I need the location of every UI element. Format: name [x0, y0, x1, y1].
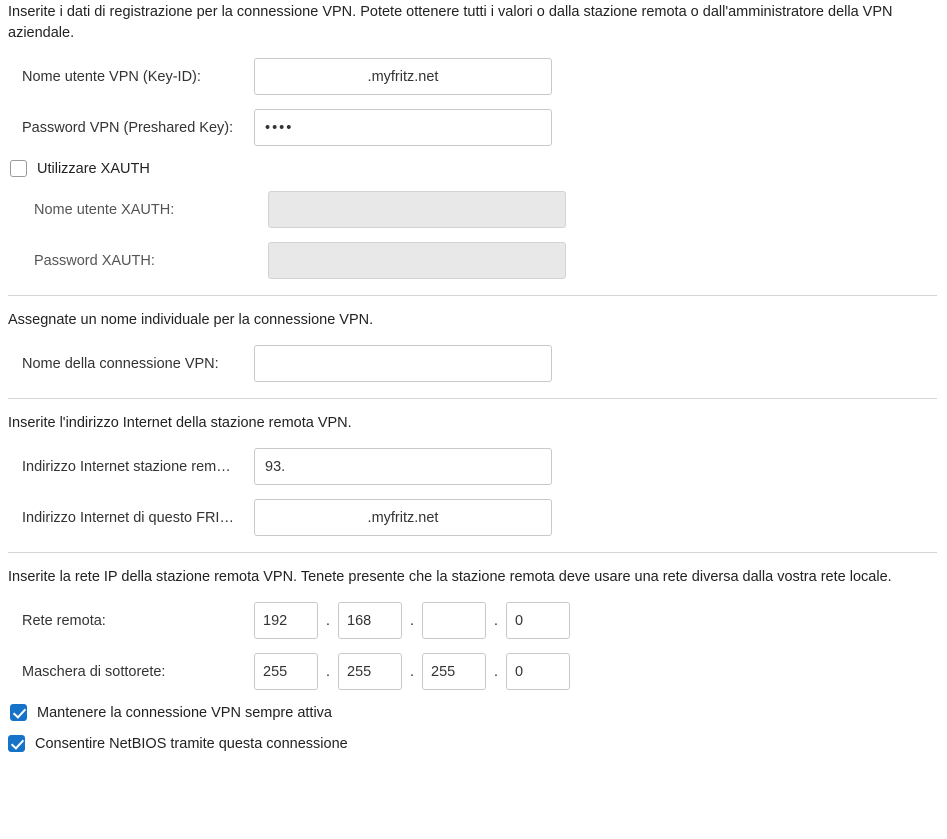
xauth-password-label: Password XAUTH:	[34, 252, 155, 269]
xauth-checkbox-label: Utilizzare XAUTH	[37, 160, 150, 177]
xauth-password-row	[8, 242, 937, 279]
vpn-password-label: Password VPN (Preshared Key):	[22, 119, 234, 136]
intro-text: Inserite i dati di registrazione per la connessione VPN. Potete ottenere tutti i valori o dalla stazione remota o dall'amministratore della VPN aziendale.	[8, 4, 893, 42]
netmask-octet-4[interactable]	[506, 653, 570, 690]
xauth-username-row	[8, 191, 937, 228]
remote-network-label: Rete remota:	[22, 612, 106, 629]
ip-network-section	[8, 567, 937, 752]
xauth-checkbox-row[interactable]	[8, 160, 937, 177]
divider-2	[8, 398, 937, 399]
remote-network-octet-3[interactable]	[422, 602, 486, 639]
keep-alive-label: Mantenere la connessione VPN sempre attiva	[37, 704, 332, 721]
local-internet-address-label: Indirizzo Internet di questo FRI…	[22, 509, 234, 526]
remote-internet-address-input[interactable]	[254, 448, 552, 485]
xauth-checkbox[interactable]	[10, 160, 27, 177]
netbios-checkbox-row[interactable]	[8, 735, 937, 752]
vpn-password-row	[8, 109, 937, 146]
netmask-octet-3[interactable]	[422, 653, 486, 690]
internet-address-section	[8, 413, 937, 536]
divider-1	[8, 295, 937, 296]
netmask-octets	[254, 653, 570, 690]
netbios-checkbox[interactable]	[8, 735, 25, 752]
octet-separator: .	[409, 663, 415, 681]
connection-name-section	[8, 310, 937, 382]
local-internet-address-input[interactable]	[254, 499, 552, 536]
remote-internet-address-row	[8, 448, 937, 485]
connection-name-text: Assegnate un nome individuale per la connessione VPN.	[8, 312, 374, 329]
local-internet-address-row	[8, 499, 937, 536]
remote-internet-address-label: Indirizzo Internet stazione rem…	[22, 458, 231, 475]
netmask-octet-1[interactable]	[254, 653, 318, 690]
keep-alive-checkbox-row[interactable]	[8, 704, 937, 721]
remote-network-octet-1[interactable]	[254, 602, 318, 639]
internet-address-text: Inserite l'indirizzo Internet della stazione remota VPN.	[8, 415, 352, 432]
octet-separator: .	[325, 663, 331, 681]
netmask-octet-2[interactable]	[338, 653, 402, 690]
remote-network-row	[8, 602, 937, 639]
remote-network-octet-4[interactable]	[506, 602, 570, 639]
keep-alive-checkbox[interactable]	[10, 704, 27, 721]
octet-separator: .	[409, 612, 415, 630]
xauth-username-label: Nome utente XAUTH:	[34, 201, 175, 218]
connection-name-row	[8, 345, 937, 382]
connection-name-label: Nome della connessione VPN:	[22, 355, 219, 372]
vpn-username-label: Nome utente VPN (Key-ID):	[22, 68, 201, 85]
remote-network-octet-2[interactable]	[338, 602, 402, 639]
vpn-password-input[interactable]	[254, 109, 552, 146]
vpn-username-input[interactable]	[254, 58, 552, 95]
octet-separator: .	[325, 612, 331, 630]
credentials-section	[8, 58, 937, 279]
connection-name-input[interactable]	[254, 345, 552, 382]
divider-3	[8, 552, 937, 553]
xauth-password-input[interactable]	[268, 242, 566, 279]
vpn-username-row	[8, 58, 937, 95]
xauth-username-input[interactable]	[268, 191, 566, 228]
ip-network-text: Inserite la rete IP della stazione remota VPN. Tenete presente che la stazione remota deve usare una rete diversa dalla vostra rete locale.	[8, 569, 892, 586]
octet-separator: .	[493, 663, 499, 681]
octet-separator: .	[493, 612, 499, 630]
netmask-label: Maschera di sottorete:	[22, 663, 166, 680]
netbios-label: Consentire NetBIOS tramite questa connessione	[35, 735, 348, 752]
remote-network-octets	[254, 602, 570, 639]
netmask-row	[8, 653, 937, 690]
